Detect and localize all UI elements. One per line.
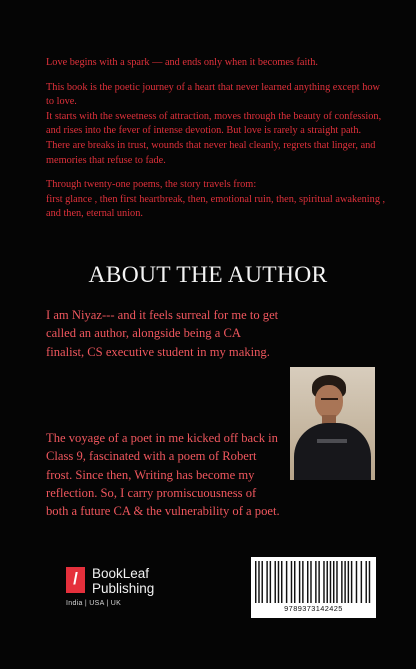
about-author-heading: ABOUT THE AUTHOR	[88, 262, 328, 288]
book-blurb	[46, 56, 386, 222]
barcode-bar	[258, 561, 259, 603]
blurb-paragraph-1: This book is the poetic journey of a heart that never learned anything except how to love.	[46, 81, 380, 108]
barcode-bar	[266, 561, 267, 603]
barcode-bar	[351, 561, 352, 603]
barcode-bar	[281, 561, 282, 603]
publisher-name-line-1: BookLeaf	[92, 566, 150, 581]
barcode-bar	[278, 561, 279, 603]
author-bio-paragraph-2: The voyage of a poet in me kicked off back in Class 9, fascinated with a poem of Robert frost. Since then, Writing has become my reflection. So, I carry promiscuousness of both a future CA & the vulnerability of a poet.	[46, 431, 280, 519]
author-bio-paragraph-1: I am Niyaz--- and it feels surreal for me to get called an author, alongside being a CA finalist, CS executive student in my making.	[46, 308, 279, 359]
barcode-bar	[310, 561, 311, 603]
publisher-regions: India | USA | UK	[66, 600, 122, 607]
blurb-paragraph-2: It starts with the sweetness of attraction, moves through the beauty of confession, and rises into the fever of intense devotion. But love is rarely a straight path. There are breaks in trust, wounds that never heal cleanly, regrets that linger, and memories that refuse to fade.	[46, 110, 382, 166]
publisher-name-line-2: Publishing	[92, 581, 155, 596]
isbn-number: 9789373142425	[284, 604, 343, 613]
blurb-journey-stages: first glance , then first heartbreak, then, emotional ruin, then, spiritual awakening , and then, eternal union.	[46, 193, 386, 220]
blurb-journey-intro: Through twenty-one poems, the story travels from:	[46, 179, 257, 191]
barcode-bar	[315, 561, 316, 603]
barcode-bar	[270, 561, 271, 603]
barcode-bar	[336, 561, 337, 603]
barcode-bar	[356, 561, 357, 603]
barcode-bar	[361, 561, 362, 603]
barcode-bar	[327, 561, 328, 603]
barcode-bar	[341, 561, 342, 603]
barcode-bar	[307, 561, 308, 603]
publisher-logo	[66, 567, 186, 615]
barcode-bar	[348, 561, 349, 603]
barcode-bar	[302, 561, 303, 603]
barcode-bar	[366, 561, 367, 603]
barcode-bar	[323, 561, 324, 603]
barcode-bar	[291, 561, 292, 603]
barcode-bar	[255, 561, 256, 603]
isbn-barcode	[251, 557, 376, 618]
blurb-tagline: Love begins with a spark — and ends only when it becomes faith.	[46, 57, 318, 68]
barcode-bar	[299, 561, 300, 603]
barcode-bar	[318, 561, 319, 603]
author-photo	[290, 367, 375, 480]
barcode-bar	[286, 561, 287, 603]
barcode-bar	[275, 561, 276, 603]
barcode-bar	[344, 561, 345, 603]
barcode-bar	[369, 561, 370, 603]
publisher-mark-icon: /	[66, 567, 85, 593]
barcode-bar	[330, 561, 331, 603]
barcode-bar	[294, 561, 295, 603]
barcode-bar	[262, 561, 263, 603]
barcode-icon	[255, 561, 372, 603]
barcode-bar	[333, 561, 334, 603]
